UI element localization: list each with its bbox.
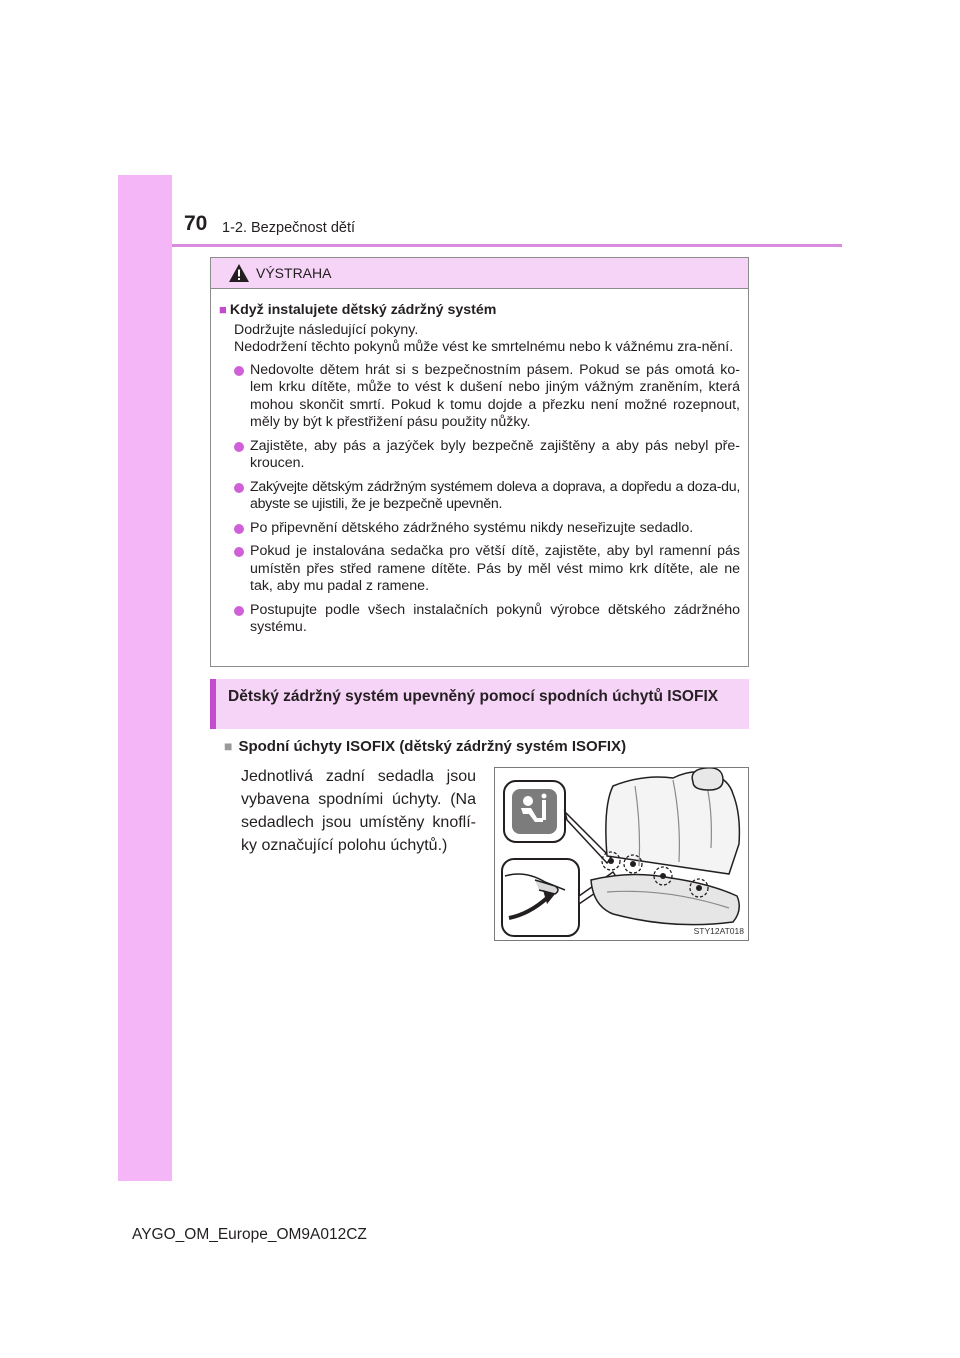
warning-label: VÝSTRAHA [256, 265, 332, 281]
list-item [219, 479, 740, 514]
page-number: 70 [184, 212, 208, 235]
round-bullet-icon [234, 366, 244, 376]
subsection-heading-text: Spodní úchyty ISOFIX (dětský zádržný systém ISOFIX) [238, 738, 627, 755]
warning-heading-text: Když instalujete dětský zádržný systém [229, 302, 497, 318]
warning-intro-line1: Dodržujte následující pokyny. [234, 321, 419, 338]
list-item-text: Pokud je instalována sedačka pro větší dítě, zajistěte, aby byl ramenní pás umístěn přes střed ramene dítěte. Pás by měl vést mimo krk dítěte, ale ne tak, aby mu padal z ramene. [250, 543, 740, 594]
round-bullet-icon [234, 547, 244, 557]
header-divider [172, 244, 842, 247]
square-bullet-icon: ■ [224, 738, 233, 754]
list-item-text: Postupujte podle všech instalačních pokynů výrobce dětského zádržného systému. [250, 601, 740, 635]
warning-box [210, 257, 749, 667]
list-item [219, 543, 740, 596]
list-item-text: Po připevnění dětského zádržného systému nikdy neseřizujte sedadlo. [250, 519, 694, 536]
page-side-tab [118, 175, 172, 1181]
list-item [219, 438, 740, 473]
round-bullet-icon [234, 606, 244, 616]
list-item [219, 602, 740, 637]
warning-heading [219, 301, 740, 320]
list-item-text: Zakývejte dětským zádržným systémem doleva a doprava, a dopředu a doza-du, abyste se ujistili, že je bezpečně upevněn. [250, 478, 740, 512]
list-item-text: Zajistěte, aby pás a jazýček byly bezpečně zajištěny a aby pás nebyl pře-kroucen. [250, 437, 740, 471]
section-heading: Dětský zádržný systém upevněný pomocí spodních úchytů ISOFIX [210, 679, 749, 729]
figure-code: STY12AT018 [693, 926, 744, 936]
warning-body [211, 289, 748, 637]
round-bullet-icon [234, 483, 244, 493]
warning-bullet-list [219, 362, 740, 637]
subsection-heading [224, 738, 626, 755]
section-title: 1-2. Bezpečnost dětí [222, 220, 355, 236]
footer-doc-id: AYGO_OM_Europe_OM9A012CZ [132, 1226, 367, 1243]
list-item [219, 520, 740, 538]
square-bullet-icon: ■ [219, 302, 227, 317]
warning-header [211, 258, 748, 289]
rear-seat-isofix-icon [495, 768, 750, 942]
warning-triangle-icon [228, 263, 250, 283]
isofix-seat-illustration [494, 767, 749, 941]
warning-intro-line2: Nedodržení těchto pokynů může vést ke smrtelnému nebo k vážnému zra-nění. [234, 339, 734, 355]
round-bullet-icon [234, 524, 244, 534]
round-bullet-icon [234, 442, 244, 452]
subsection-body: Jednotlivá zadní sedadla jsou vybavena spodními úchyty. (Na sedadlech jsou umístěny knoflí-ky označující polohu úchytů.) [241, 768, 476, 854]
list-item-text: Nedovolte dětem hrát si s bezpečnostním pásem. Pokud se pás omotá ko-lem krku dítěte, může to vést k dušení nebo jiným vážným zraněním, která mohou skončit smrtí. Pokud k tomu dojde a přezku není možné rozepnout, měly by být k přestřižení pásu použity nůžky. [250, 361, 740, 430]
list-item [219, 362, 740, 432]
